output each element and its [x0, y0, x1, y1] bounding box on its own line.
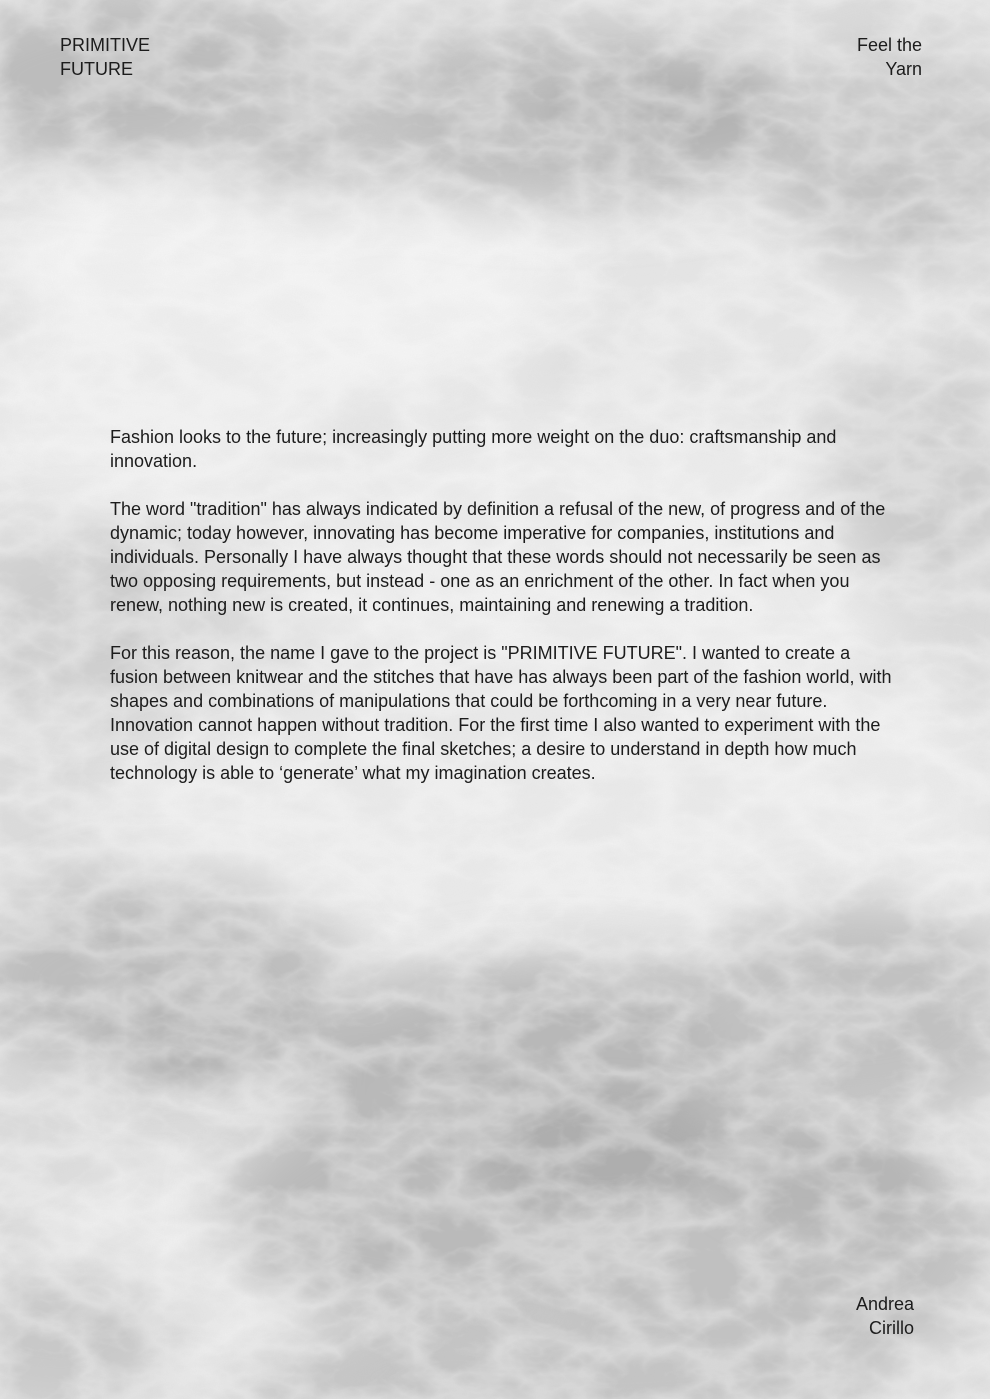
paragraph-tradition: The word "tradition" has always indicated by definition a refusal of the new, of progress and of the dynamic; today however, innovating has become imperative for companies, institutions and individuals. Personally I have always thought that these words should not necessarily be seen as two opposing requirements, but instead - one as an enrichment of the other. In fact when you renew, nothing new is created, it continues, maintaining and renewing a tradition.: [110, 499, 886, 615]
author-last-name: Cirillo: [869, 1318, 914, 1338]
paragraph-project-name: For this reason, the name I gave to the project is "PRIMITIVE FUTURE". I wanted to create a fusion between knitwear and the stitches that have has always been part of the fashion world, with shapes and combinations of manipulations that could be forthcoming in a very near future.: [110, 643, 892, 711]
project-title-line-1: PRIMITIVE: [60, 35, 151, 55]
tagline-line-2: Yarn: [885, 59, 922, 79]
tagline-line-1: Feel the: [856, 35, 922, 55]
author-name: [856, 1292, 914, 1340]
tagline: [857, 33, 922, 81]
project-title-line-2: FUTURE: [60, 59, 133, 79]
project-title: [60, 33, 150, 81]
author-first-name: Andrea: [855, 1294, 914, 1314]
paragraph-innovation: Innovation cannot happen without tradition. For the first time I also wanted to experiment with the use of digital design to complete the final sketches; a desire to understand in depth how much technology is able to ‘generate’ what my imagination creates.: [110, 715, 881, 783]
paragraph-intro: Fashion looks to the future; increasingly putting more weight on the duo: craftsmanship and innovation.: [110, 427, 837, 471]
statement-text: [110, 425, 900, 785]
